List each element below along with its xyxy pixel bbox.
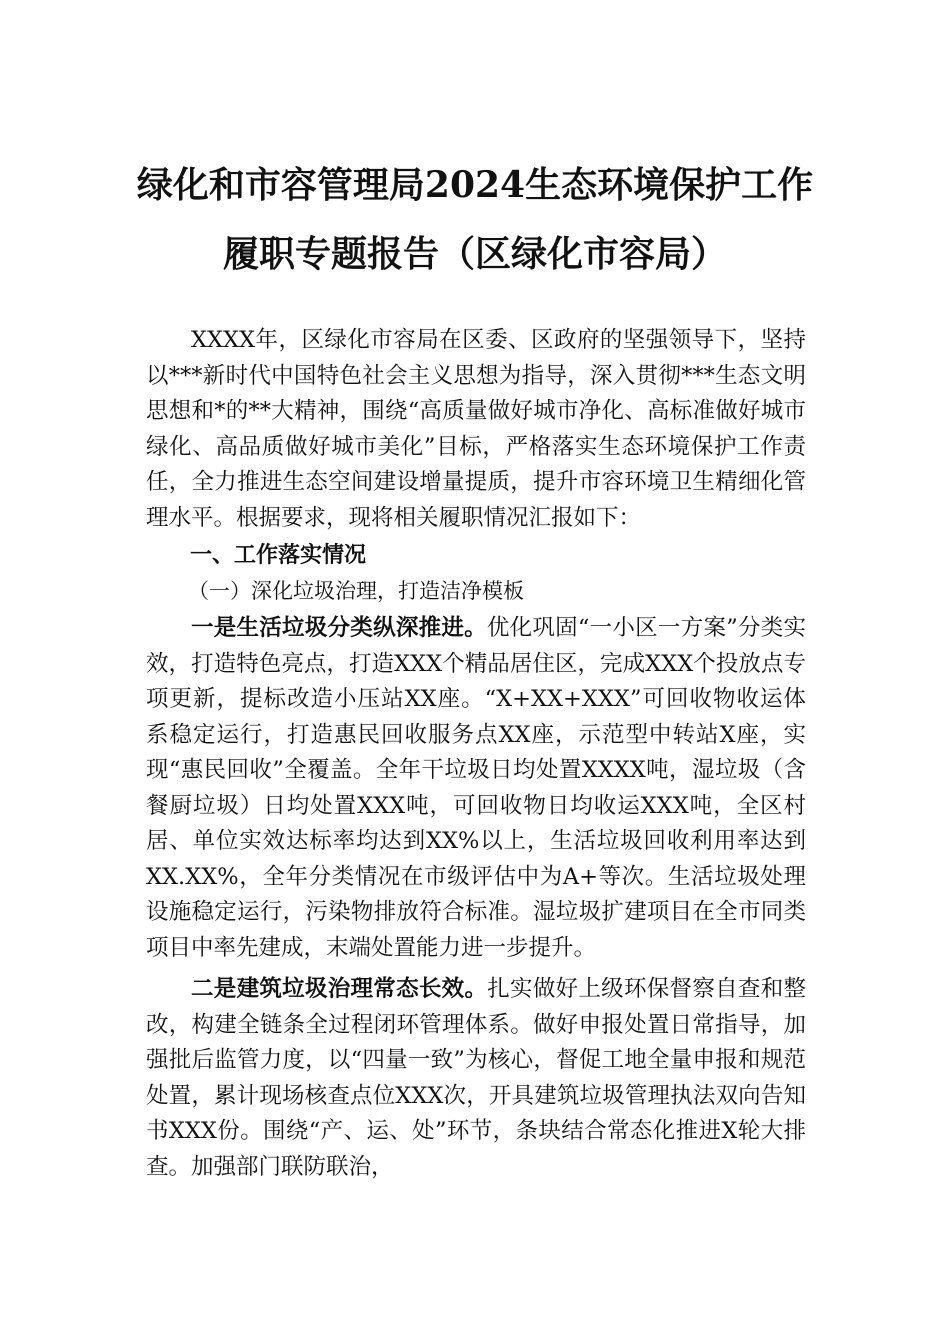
document-title-line1: 绿化和市容管理局2024生态环境保护工作: [136, 164, 814, 206]
intro-paragraph: XXXX年，区绿化市容局在区委、区政府的坚强领导下，坚持以***新时代中国特色社会主义思想为指导，深入贯彻***生态文明思想和*的**大精神，围绕“高质量做好城市净化、高标准做好城市绿化、高品质做好城市美化”目标，严格落实生态环境保护工作责任，全力推进生态空间建设增量提质，提升市容环境卫生精细化管理水平。根据要求，现将相关履职情况汇报如下：: [146, 327, 806, 531]
document-body: [146, 323, 806, 1185]
paragraph-lead: 二是建筑垃圾治理常态长效。: [191, 976, 488, 1002]
document-title-line2: 履职专题报告（区绿化市容局）: [222, 233, 727, 275]
paragraph-construction-waste: [146, 972, 806, 1185]
paragraph-household-waste: [146, 611, 806, 966]
paragraph-lead: 一是生活垃圾分类纵深推进。: [191, 615, 487, 641]
subsection-heading: （一）深化垃圾治理，打造洁净模板: [188, 578, 524, 603]
paragraph-text: 扎实做好上级环保督察自查和整改，构建全链条全过程闭环管理体系。做好申报处置日常指导，加强批后监管力度，以“四量一致”为核心，督促工地全量申报和规范处置，累计现场核查点位XXX次，开具建筑垃圾管理执法双向告知书XXX份。围绕“产、运、处”环节，条块结合常态化推进X轮大排查。加强部门联防联治，: [146, 976, 806, 1180]
section-heading: 一、工作落实情况: [190, 543, 367, 568]
paragraph-text: 优化巩固“一小区一方案”分类实效，打造特色亮点，打造XXX个精品居住区，完成XXX个投放点专项更新，提标改造小压站XX座。“X+XX+XXX”可回收物收运体系稳定运行，打造惠民回收服务点XX座，示范型中转站X座，实现“惠民回收”全覆盖。全年干垃圾日均处置XXXX吨，湿垃圾（含餐厨垃圾）日均处置XXX吨，可回收物日均收运XXX吨，全区村居、单位实效达标率均达到XX%以上，生活垃圾回收利用率达到XX.XX%，全年分类情况在市级评估中为A+等次。生活垃圾处理设施稳定运行，污染物排放符合标准。湿垃圾扩建项目在全市同类项目中率先建成，末端处置能力进一步提升。: [146, 615, 806, 961]
